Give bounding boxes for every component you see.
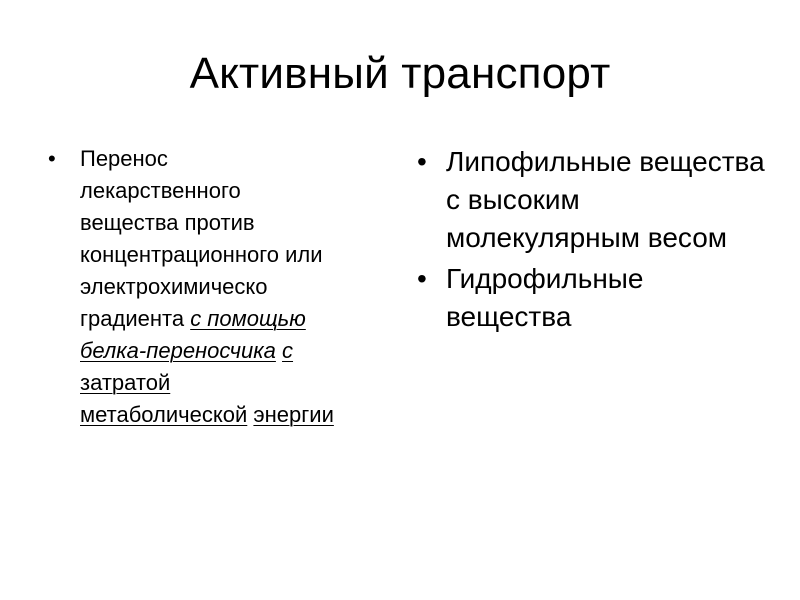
bullet-icon: •	[48, 146, 56, 171]
underlined-phrase: затратой	[80, 370, 171, 395]
bullet-text: Гидрофильные вещества	[446, 263, 644, 332]
bullet-icon: •	[417, 146, 427, 177]
bullet-text-line: вещества против	[80, 210, 255, 235]
left-bullet-item	[44, 143, 404, 431]
underlined-phrase: с помощью	[190, 306, 306, 331]
right-bullet-item	[413, 260, 773, 336]
underlined-phrase: энергии	[253, 402, 334, 427]
bullet-text-line: электрохимическо	[80, 274, 268, 299]
right-bullet-item	[413, 143, 773, 257]
bullet-text-line: лекарственного	[80, 178, 241, 203]
underlined-phrase: метаболической	[80, 402, 248, 427]
bullet-icon: •	[417, 263, 427, 294]
underlined-phrase: белка-переносчика	[80, 338, 276, 363]
left-bullet-list	[44, 143, 404, 435]
slide-title: Активный транспорт	[189, 49, 611, 98]
underlined-phrase: с	[282, 338, 294, 363]
bullet-text-line: Перенос	[80, 146, 168, 171]
bullet-text-line: концентрационного или	[80, 242, 323, 267]
bullet-text: Липофильные вещества с высоким молекулярным весом	[446, 146, 765, 253]
right-bullet-list	[413, 143, 773, 339]
bullet-text-segment: градиента	[80, 306, 191, 331]
